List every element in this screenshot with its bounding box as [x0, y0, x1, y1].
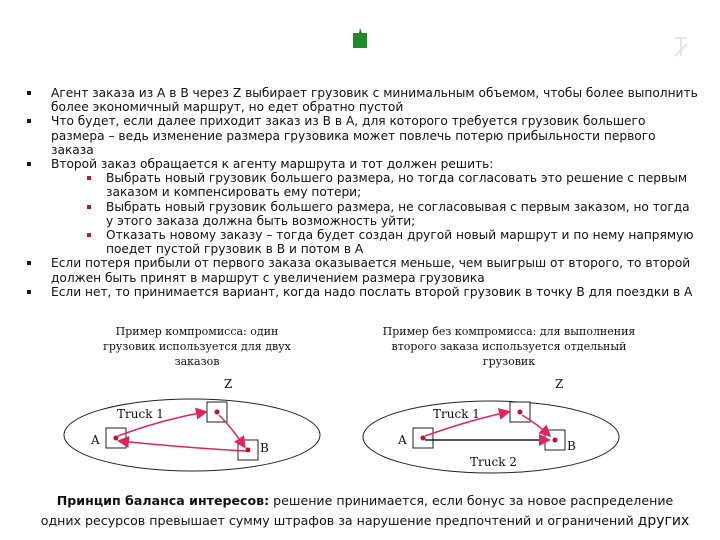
right-node-b-dot: [553, 438, 558, 443]
left-arrow-b-to-a: [120, 441, 246, 451]
conclusion-heading: Принцип баланса интересов:: [56, 493, 270, 508]
conclusion-last-word: других: [637, 513, 690, 529]
left-diagram-caption: Пример компромисса: один грузовик используется для двух заказов: [103, 325, 291, 368]
right-z-label: Z: [555, 377, 564, 391]
right-arrow-z-to-b: [522, 415, 549, 435]
bullet-item: Второй заказ обращается к агенту маршрута и тот должен решить:: [24, 157, 700, 171]
bullet-item: Если потеря прибыли от первого заказа оказывается меньше, чем выигрыш от второго, то второй должен быть принят в маршрут с увеличением размера грузовика: [24, 256, 700, 284]
conclusion-body: решение принимается, если бонус за новое распределение одних ресурсов превышает сумму штрафов за нарушение предпочтений и ограничений: [40, 493, 674, 528]
left-a-label: A: [91, 433, 100, 447]
bullet-item: Агент заказа из А в В через Z выбирает грузовик с минимальным объемом, чтобы более выполнить более экономичный маршрут, но едет обратно пустой: [24, 86, 700, 114]
left-arrow-z-to-b: [219, 415, 244, 446]
right-a-label: A: [398, 433, 407, 447]
left-route-diagram: [64, 377, 320, 471]
left-truck-label: Truck 1: [117, 407, 164, 421]
left-node-b-dot: [246, 448, 251, 453]
right-b-label: B: [567, 439, 576, 453]
left-node-z-dot: [215, 410, 220, 415]
left-zone-ellipse: [64, 399, 320, 471]
right-diagram-caption: Пример без компромисса: для выполнения второго заказа используется отдельный грузовик: [382, 325, 636, 368]
balance-principle-text: [40, 491, 690, 531]
right-truck1-label: Truck 1: [433, 407, 480, 421]
right-route-diagram: [363, 377, 619, 473]
right-node-a-dot: [421, 436, 426, 441]
left-node-a-dot: [114, 436, 119, 441]
bullet-item: Что будет, если далее приходит заказ из В в А, для которого требуется грузовик большего размера – ведь изменение размера грузовика может повлечь потерю прибыльности первого заказа: [24, 114, 700, 157]
left-z-label: Z: [224, 377, 233, 391]
left-b-label: B: [260, 441, 269, 455]
sub-bullet-item: Выбрать новый грузовик большего размера, но тогда согласовать это решение с первым заказом и компенсировать ему потери;: [24, 171, 700, 199]
right-truck2-label: Truck 2: [470, 455, 517, 469]
sub-bullet-item: Отказать новому заказу – тогда будет создан другой новый маршрут и по нему напрямую поедет пустой грузовик в В и потом в А: [24, 228, 700, 256]
right-node-z-dot: [518, 410, 523, 415]
sub-bullet-item: Выбрать новый грузовик большего размера, не согласовывая с первым заказом, но тогда у этого заказа должна быть возможность уйти;: [24, 200, 700, 228]
bullet-item: Если нет, то принимается вариант, когда надо послать второй грузовик в точку В для поездки в А: [24, 285, 700, 299]
